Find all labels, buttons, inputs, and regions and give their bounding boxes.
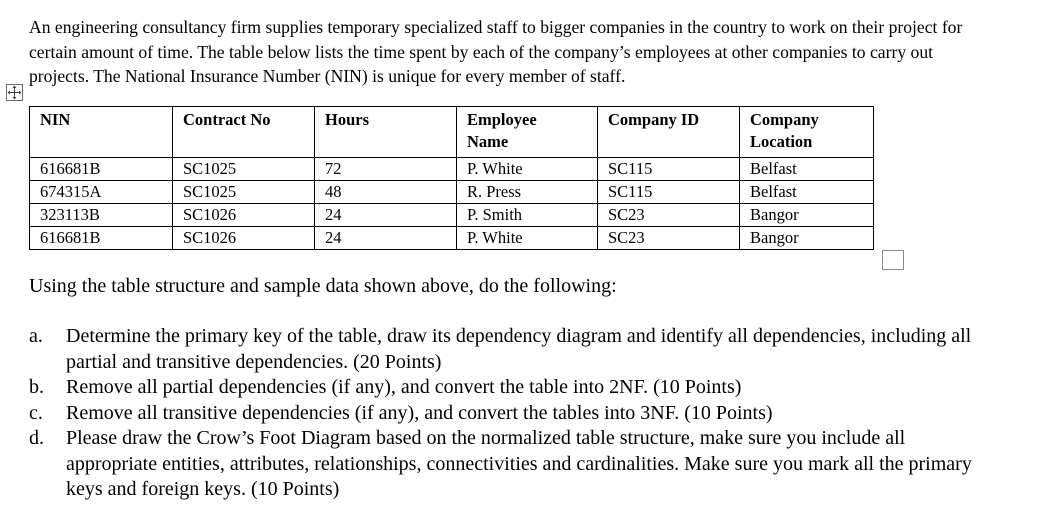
table-header-row — [30, 107, 874, 158]
cell-company-id: SC23 — [598, 227, 740, 250]
list-item-text: Determine the primary key of the table, draw its dependency diagram and identify all dependencies, including all partial and transitive dependencies. (20 Points) — [66, 325, 972, 373]
table-row — [30, 181, 874, 204]
list-item — [29, 401, 989, 427]
cell-company-id: SC23 — [598, 204, 740, 227]
cell-nin: 616681B — [30, 158, 173, 181]
header-nin: NIN — [30, 107, 173, 158]
cell-nin: 323113B — [30, 204, 173, 227]
list-item-marker: b. — [29, 376, 44, 398]
header-company-location — [740, 107, 874, 158]
cell-employee-name: P. White — [457, 227, 598, 250]
cell-contract-no: SC1025 — [173, 158, 315, 181]
cell-company-id: SC115 — [598, 158, 740, 181]
move-handle-icon — [7, 85, 22, 100]
list-item-marker: c. — [29, 401, 43, 424]
cell-company-location: Bangor — [740, 227, 874, 250]
cell-hours: 24 — [315, 204, 457, 227]
header-hours: Hours — [315, 107, 457, 158]
list-item — [29, 324, 989, 375]
task-list — [29, 324, 989, 503]
cell-employee-name: P. Smith — [457, 204, 598, 227]
cell-employee-name: P. White — [457, 158, 598, 181]
cell-contract-no: SC1025 — [173, 181, 315, 204]
cell-company-id: SC115 — [598, 181, 740, 204]
header-company-id: Company ID — [598, 107, 740, 158]
list-item-text: Remove all partial dependencies (if any), and convert the table into 2NF. (10 Points) — [66, 376, 742, 398]
task-prompt: Using the table structure and sample data shown above, do the following: — [29, 275, 617, 297]
list-item-text: Please draw the Crow’s Foot Diagram based on the normalized table structure, make sure you include all appropriate entities, attributes, relationships, connectivities and cardinalities. Make sure you mark all the primary keys and foreign keys. (10 Points) — [66, 427, 972, 500]
cell-company-location: Belfast — [740, 158, 874, 181]
header-employee-name-line2: Name — [467, 132, 509, 151]
cell-hours: 24 — [315, 227, 457, 250]
table-row — [30, 227, 874, 250]
table-end-marker[interactable] — [882, 250, 904, 270]
cell-hours: 72 — [315, 158, 457, 181]
cell-contract-no: SC1026 — [173, 227, 315, 250]
cell-company-location: Bangor — [740, 204, 874, 227]
header-employee-name — [457, 107, 598, 158]
table-row — [30, 158, 874, 181]
list-item — [29, 426, 989, 503]
list-item — [29, 375, 989, 401]
list-item-marker: a. — [29, 325, 43, 347]
staff-assignments-table — [29, 106, 874, 250]
header-company-location-line2: Location — [750, 132, 813, 151]
cell-nin: 616681B — [30, 227, 173, 250]
table-row — [30, 204, 874, 227]
table-move-handle[interactable] — [6, 84, 23, 101]
list-item-text: Remove all transitive dependencies (if any), and convert the tables into 3NF. (10 Points) — [66, 401, 773, 424]
cell-employee-name: R. Press — [457, 181, 598, 204]
header-contract-no: Contract No — [173, 107, 315, 158]
list-item-marker: d. — [29, 427, 44, 449]
header-employee-name-line1: Employee — [467, 110, 537, 129]
intro-paragraph: An engineering consultancy firm supplies temporary specialized staff to bigger companies in the country to work on their project for certain amount of time. The table below lists the time spent by each of the company’s employees at other companies to carry out projects. The National Insurance Number (NIN) is unique for every member of staff. — [29, 17, 963, 86]
header-company-location-line1: Company — [750, 110, 819, 129]
cell-nin: 674315A — [30, 181, 173, 204]
cell-hours: 48 — [315, 181, 457, 204]
cell-contract-no: SC1026 — [173, 204, 315, 227]
cell-company-location: Belfast — [740, 181, 874, 204]
